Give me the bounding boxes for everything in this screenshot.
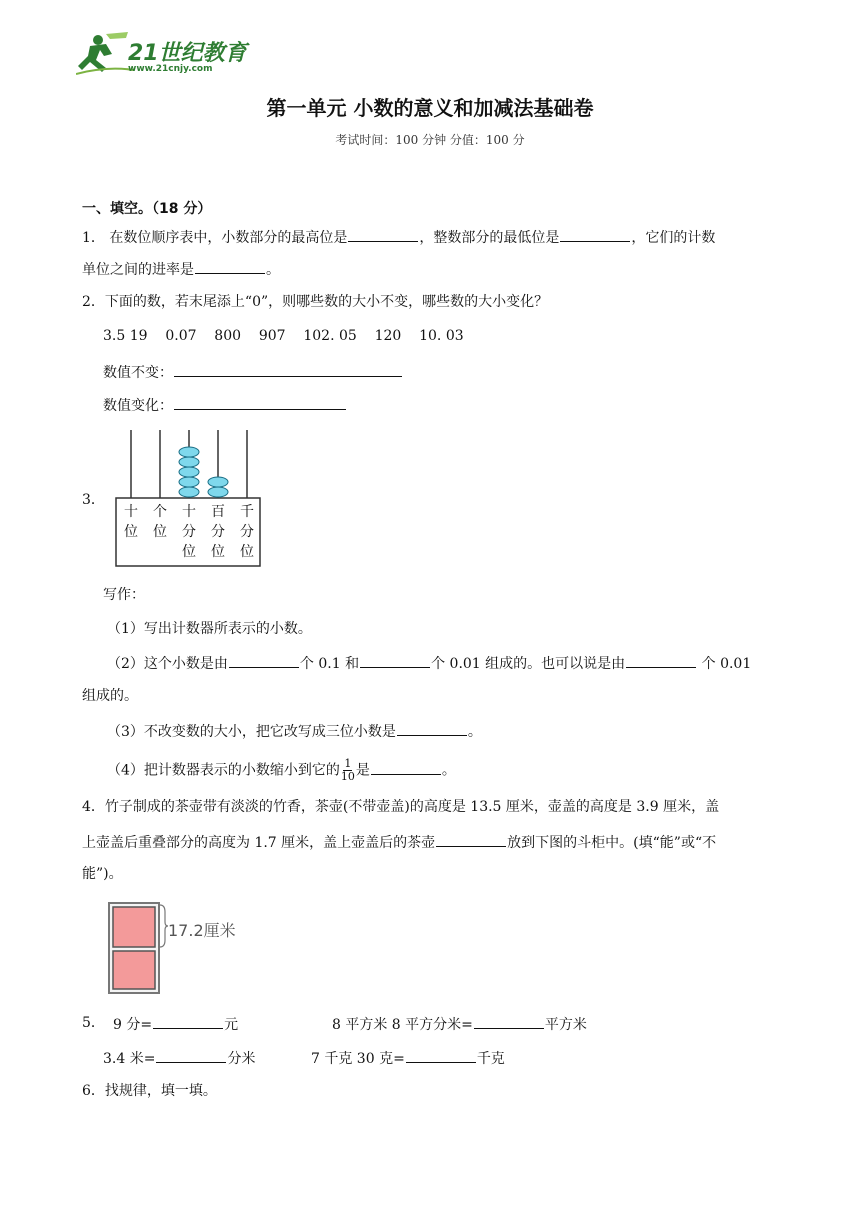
conversion-text: 3.4 米= — [103, 1051, 156, 1067]
write-label: 写作： — [103, 587, 145, 603]
question-4-number: 4． — [82, 799, 105, 815]
abacus-label-char: 位 — [124, 524, 138, 540]
abacus-label-char: 分 — [240, 524, 254, 540]
question-5-item-b — [332, 1013, 587, 1035]
question-3-sub-3 — [107, 720, 482, 742]
sub-2-text: 个 0.1 和 — [299, 656, 360, 672]
answer-blank[interactable] — [371, 759, 441, 775]
conversion-unit: 千克 — [476, 1051, 505, 1067]
abacus-bead — [179, 477, 199, 487]
abacus-column-label — [237, 502, 257, 562]
question-5-item-c — [103, 1047, 255, 1069]
question-5-number: 5． — [82, 1015, 105, 1031]
answer-blank[interactable] — [229, 652, 299, 668]
sub-3-text: 。 — [467, 724, 482, 740]
abacus-bead — [208, 487, 228, 497]
answer-blank[interactable] — [174, 361, 402, 377]
abacus-label-char: 位 — [153, 524, 167, 540]
answer-blank[interactable] — [156, 1047, 226, 1063]
fraction-denominator: 10 — [340, 770, 355, 783]
question-1-text: 在数位顺序表中，小数部分的最高位是 — [109, 230, 348, 246]
page-subtitle: 考试时间：100 分钟 分值：100 分 — [335, 133, 525, 147]
question-2-text: 下面的数，若末尾添上“0”，则哪些数的大小不变，哪些数的大小变化？ — [104, 294, 549, 310]
answer-blank[interactable] — [174, 394, 346, 410]
abacus-label-char: 位 — [211, 544, 225, 560]
abacus-column-label — [121, 502, 141, 542]
answer-blank[interactable] — [560, 226, 630, 242]
cabinet-height-label: 17.2厘米 — [168, 921, 236, 940]
abacus-label-char: 个 — [153, 504, 167, 520]
question-3-number: 3． — [82, 492, 105, 508]
question-1-line-2 — [82, 258, 280, 280]
changed-label: 数值变化： — [103, 398, 173, 414]
abacus-column-label — [179, 502, 199, 562]
answer-blank[interactable] — [153, 1013, 223, 1029]
question-6-number: 6． — [82, 1083, 105, 1099]
answer-blank[interactable] — [436, 831, 506, 847]
answer-blank[interactable] — [626, 652, 696, 668]
abacus-label-char: 位 — [240, 544, 254, 560]
fraction — [341, 758, 355, 783]
question-3-sub-2-cont: 组成的。 — [82, 688, 138, 704]
conversion-unit: 元 — [224, 1017, 239, 1033]
abacus-bead — [179, 447, 199, 457]
logo — [76, 30, 256, 80]
answer-blank[interactable] — [348, 226, 418, 242]
question-1-number: 1． — [82, 230, 105, 246]
question-4-text: 上壶盖后重叠部分的高度为 1.7 厘米，盖上壶盖后的茶壶 — [82, 835, 436, 851]
answer-blank[interactable] — [397, 720, 467, 736]
answer-blank[interactable] — [360, 652, 430, 668]
page-title: 第一单元 小数的意义和加减法基础卷 — [266, 96, 594, 120]
question-1-text: 单位之间的进率是 — [82, 262, 194, 278]
abacus-bead — [208, 477, 228, 487]
question-3-sub-1: （1）写出计数器所表示的小数。 — [107, 621, 312, 637]
abacus-bead — [179, 467, 199, 477]
conversion-text: 9 分= — [113, 1017, 153, 1033]
question-5-item-a — [113, 1013, 238, 1035]
question-2-numbers: 3.5 19 0.07 800 907 102. 05 120 10. 03 — [103, 328, 464, 344]
abacus-column-label — [150, 502, 170, 542]
abacus-label-char: 位 — [182, 544, 196, 560]
logo-url-text: www.21cnjy.com — [128, 64, 213, 74]
abacus-label-char: 分 — [182, 524, 196, 540]
question-3-sub-4 — [107, 758, 456, 783]
question-5-item-d — [311, 1047, 505, 1069]
abacus-label-char: 千 — [240, 504, 254, 520]
abacus-figure — [108, 428, 268, 570]
conversion-unit: 分米 — [227, 1051, 256, 1067]
sub-2-text: （2）这个小数是由 — [107, 656, 228, 672]
fraction-numerator: 1 — [344, 757, 352, 770]
question-2-number: 2． — [82, 294, 105, 310]
question-4-text: 竹子制成的茶壶带有淡淡的竹香，茶壶(不带壶盖)的高度是 13.5 厘米，壶盖的高度是 3.9 厘米，盖 — [104, 799, 720, 815]
sub-4-text: 。 — [441, 762, 456, 779]
cabinet-drawing — [108, 902, 168, 996]
sub-2-text: 个 0.01 组成的。也可以说是由 — [431, 656, 626, 672]
abacus-label-char: 十 — [182, 504, 196, 520]
abacus-label-char: 分 — [211, 524, 225, 540]
question-1-text: 。 — [266, 262, 280, 278]
answer-blank[interactable] — [474, 1013, 544, 1029]
question-2-changed — [103, 394, 347, 416]
question-2-unchanged — [103, 361, 403, 383]
runner-logo-icon — [76, 30, 136, 76]
abacus-column-label — [208, 502, 228, 562]
sub-2-text: 个 0.01 — [697, 656, 752, 672]
answer-blank[interactable] — [406, 1047, 476, 1063]
unchanged-label: 数值不变： — [103, 365, 173, 381]
question-1-line-1 — [82, 226, 715, 248]
question-6 — [82, 1081, 217, 1101]
question-4-line-1 — [82, 797, 719, 817]
abacus-bead — [179, 487, 199, 497]
section-heading: 一、填空。（18 分） — [82, 201, 212, 217]
conversion-text: 7 千克 30 克= — [311, 1051, 405, 1067]
question-4-line-2 — [82, 831, 716, 853]
conversion-unit: 平方米 — [544, 1017, 587, 1033]
question-6-text: 找规律，填一填。 — [104, 1083, 217, 1099]
question-3-sub-2 — [107, 652, 751, 674]
abacus-bead — [179, 457, 199, 467]
abacus-label-char: 十 — [124, 504, 138, 520]
cabinet-figure — [108, 902, 248, 996]
question-1-text: ，整数部分的最低位是 — [419, 230, 560, 246]
logo-main-text: 21世纪教育 — [128, 41, 247, 66]
answer-blank[interactable] — [195, 258, 265, 274]
question-1-text: ，它们的计数 — [631, 230, 716, 246]
question-4-text: 放到下图的斗柜中。(填“能”或“不 — [507, 835, 717, 851]
sub-3-text: （3）不改变数的大小，把它改写成三位小数是 — [107, 724, 396, 740]
sub-4-text: （4）把计数器表示的小数缩小到它的 — [107, 762, 340, 779]
abacus-label-char: 百 — [211, 504, 225, 520]
sub-4-text: 是 — [355, 762, 370, 779]
conversion-text: 8 平方米 8 平方分米= — [332, 1017, 473, 1033]
question-4-line-3: 能”)。 — [82, 866, 123, 882]
question-2-line-1 — [82, 292, 548, 312]
